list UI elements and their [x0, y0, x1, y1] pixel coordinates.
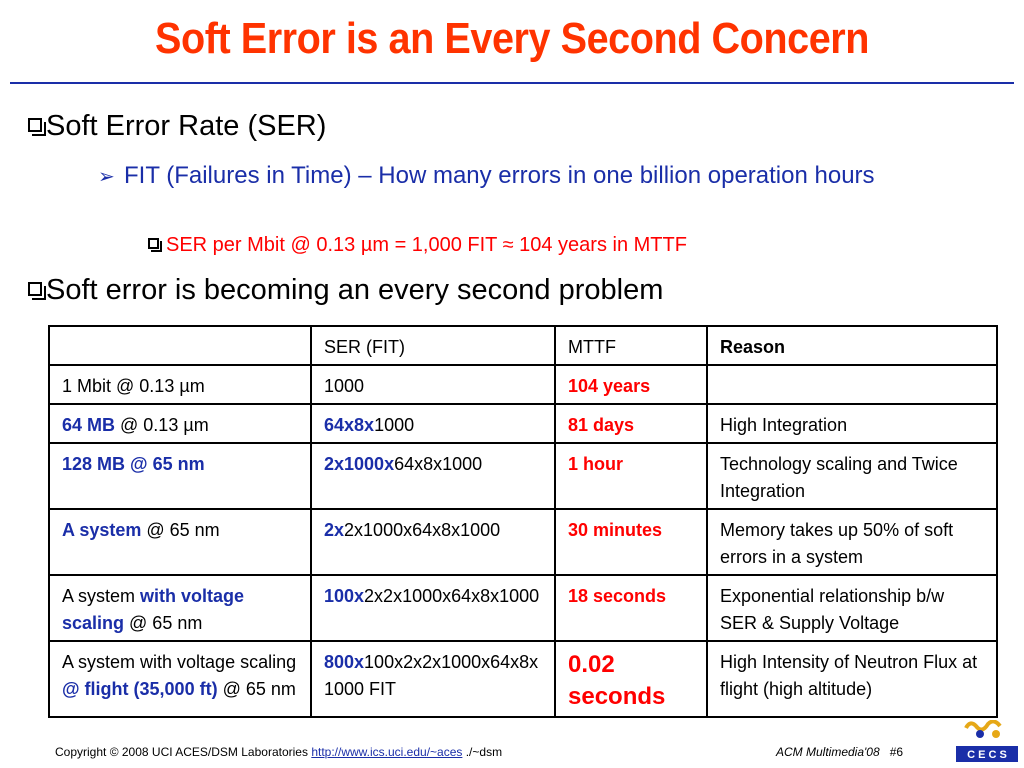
config-text: @: [125, 454, 153, 474]
ser-multiplier: 2x1000x: [324, 454, 395, 474]
bullet-ser: Soft Error Rate (SER): [46, 110, 327, 142]
table-row: [49, 575, 997, 641]
config-highlight: 65 nm: [152, 454, 205, 474]
reason-cell: High Integration: [707, 404, 997, 443]
reason-cell: High Intensity of Neutron Flux at flight (high altitude): [707, 641, 997, 717]
cecs-logo: [956, 720, 1018, 764]
ser-text: 100x2x2x1000x64x8x1000 FIT: [324, 652, 539, 699]
svg-text:C E C S: C E C S: [967, 749, 1007, 761]
ser-multiplier: 2x: [324, 520, 345, 540]
config-text: @ 65 nm: [141, 520, 220, 540]
ser-multiplier: 800x: [324, 652, 365, 672]
config-cell: [49, 509, 311, 575]
ser-text: 1000: [324, 376, 365, 396]
ser-multiplier: 64x8x: [324, 415, 375, 435]
aces-link[interactable]: http://www.ics.uci.edu/~aces: [311, 745, 463, 759]
ser-cell: [311, 641, 555, 717]
bullet-fit: FIT (Failures in Time) – How many errors in one billion operation hours: [124, 162, 875, 189]
config-cell: [49, 365, 311, 404]
config-text: 1 Mbit @ 0.13 µm: [62, 376, 205, 396]
table-header-row: [49, 326, 997, 365]
mttf-cell: [555, 509, 707, 575]
config-cell: [49, 404, 311, 443]
bullet-every-second: Soft error is becoming an every second problem: [46, 274, 664, 306]
ser-text: 2x2x1000x64x8x1000: [364, 586, 540, 606]
table-row: [49, 443, 997, 509]
ser-multiplier: 100x: [324, 586, 365, 606]
config-highlight: 128 MB: [62, 454, 126, 474]
ser-cell: [311, 575, 555, 641]
reason-cell: [707, 365, 997, 404]
copyright-text: Copyright © 2008 UCI ACES/DSM Laboratories: [55, 745, 308, 759]
checkbox-bullet-icon: [148, 238, 159, 249]
title-divider: [10, 82, 1014, 84]
ser-text: 64x8x1000: [394, 454, 483, 474]
mttf-cell: [555, 365, 707, 404]
ser-text: 2x1000x64x8x1000: [344, 520, 501, 540]
checkbox-bullet-icon: [28, 282, 42, 296]
path-text: ./~dsm: [462, 745, 503, 759]
ser-text: 1000: [374, 415, 415, 435]
bullet-ser-per-mbit: SER per Mbit @ 0.13 µm = 1,000 FIT ≈ 104 years in MTTF: [166, 234, 687, 256]
ser-cell: [311, 443, 555, 509]
table-row: [49, 365, 997, 404]
mttf-cell: [555, 404, 707, 443]
header-cell: SER (FIT): [311, 326, 555, 365]
reason-cell: Technology scaling and Twice Integration: [707, 443, 997, 509]
config-text: @ 65 nm: [217, 679, 296, 699]
ser-cell: [311, 509, 555, 575]
ser-cell: [311, 404, 555, 443]
slide-title: Soft Error is an Every Second Concern: [155, 14, 869, 63]
footer-venue: [776, 745, 903, 759]
mttf-cell: [555, 575, 707, 641]
table-row: [49, 509, 997, 575]
header-cell: [49, 326, 311, 365]
config-highlight: A system: [62, 520, 142, 540]
ser-table: [48, 325, 998, 718]
footer-copyright: [55, 745, 502, 759]
mttf-cell: [555, 641, 707, 717]
ser-cell: [311, 365, 555, 404]
config-highlight: @ flight (35,000 ft): [62, 679, 218, 699]
table-row: [49, 404, 997, 443]
config-cell: [49, 641, 311, 717]
table-row: [49, 641, 997, 717]
config-cell: [49, 443, 311, 509]
config-highlight: with voltage scaling: [62, 586, 245, 633]
mttf-value: 18 seconds: [568, 586, 667, 606]
checkbox-bullet-icon: [28, 118, 42, 132]
mttf-value: 0.02 seconds: [568, 651, 666, 710]
header-cell: MTTF: [555, 326, 707, 365]
mttf-value: 1 hour: [568, 454, 624, 474]
config-cell: [49, 575, 311, 641]
config-highlight: 64 MB: [62, 415, 116, 435]
config-text: A system with voltage scaling: [62, 652, 297, 672]
config-text: @ 65 nm: [124, 613, 203, 633]
reason-cell: Exponential relationship b/w SER & Supply Voltage: [707, 575, 997, 641]
header-cell: Reason: [707, 326, 997, 365]
mttf-value: 81 days: [568, 415, 635, 435]
mttf-value: 30 minutes: [568, 520, 663, 540]
slide-number: #6: [889, 745, 904, 759]
config-text: @ 0.13 µm: [115, 415, 209, 435]
venue-text: ACM Multimedia'08: [776, 745, 880, 759]
reason-cell: Memory takes up 50% of soft errors in a system: [707, 509, 997, 575]
mttf-value: 104 years: [568, 376, 651, 396]
arrow-bullet-icon: ➢: [98, 166, 115, 188]
mttf-cell: [555, 443, 707, 509]
config-text: A system: [62, 586, 141, 606]
